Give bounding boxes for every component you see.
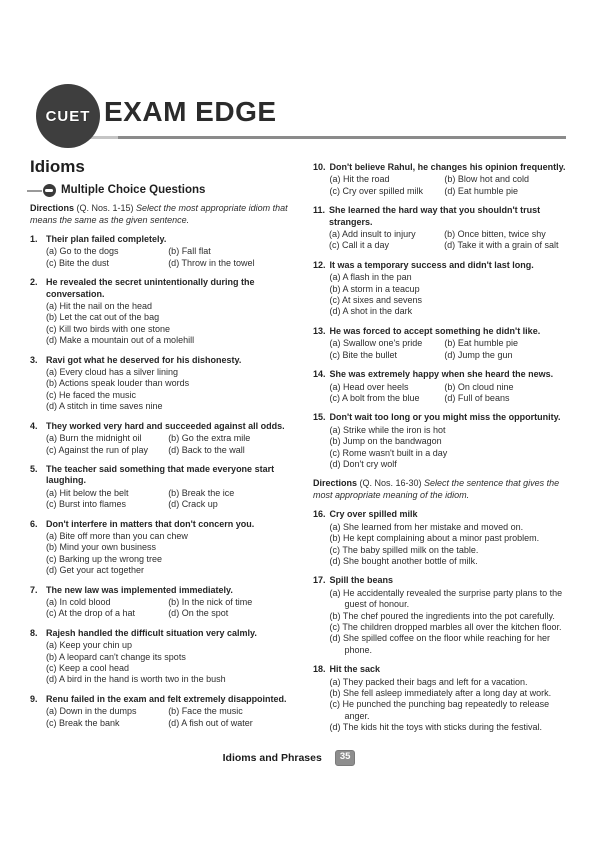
option-key: (d)	[168, 608, 182, 619]
question-text: Spill the beans	[329, 575, 394, 586]
option-b: (b) Break the ice	[168, 487, 235, 498]
option-c: (c) Burst into flames	[46, 499, 127, 510]
option-a: (a) Head over heels	[329, 381, 409, 392]
option-key: (c)	[46, 257, 59, 268]
question-options	[46, 531, 306, 577]
question-text: Don't believe Rahul, he changes his opinion frequently.	[329, 162, 566, 172]
option-d: (d) Get your act together	[46, 565, 145, 576]
option-c: (c) Kill two birds with one stone	[46, 323, 171, 334]
option-key: (a)	[46, 596, 60, 607]
option-d: (d) Make a mountain out of a molehill	[46, 335, 195, 346]
directions-text: Select the most appropriate idiom that means the same as the given sentence.	[30, 203, 288, 225]
option-key: (b)	[329, 283, 343, 294]
chapter-title: Idioms	[30, 157, 85, 176]
option-a: (a) Hit the road	[329, 174, 390, 185]
question-item	[30, 355, 306, 413]
question-text: Renu failed in the exam and felt extremely disappointed.	[46, 693, 287, 704]
option-c: (c) Cry over spilled milk	[329, 185, 424, 196]
question-options	[330, 382, 574, 405]
directions-label: Directions	[313, 478, 358, 489]
option-key: (d)	[444, 240, 458, 251]
option-a: (a) Down in the dumps	[46, 706, 137, 717]
question-text: Ravi got what he deserved for his dishonesty.	[46, 354, 242, 365]
question-number: 18.	[313, 664, 326, 675]
option-b: (b) In the nick of time	[168, 596, 253, 607]
question-body	[330, 509, 574, 567]
question-options	[330, 677, 574, 734]
option-key: (c)	[329, 447, 343, 458]
question-body	[329, 205, 574, 252]
option-key: (a)	[329, 381, 344, 392]
option-key: (c)	[329, 295, 343, 306]
question-text: He revealed the secret unintentionally during the conversation.	[46, 277, 255, 299]
arrow-bullet-icon	[43, 184, 56, 197]
option-key: (b)	[168, 596, 182, 607]
question-number: 13.	[313, 325, 326, 336]
question-number: 9.	[30, 693, 38, 704]
option-b: (b) Jump on the bandwagon	[329, 436, 442, 447]
option-c: (c) He faced the music	[46, 389, 137, 400]
option-key: (a)	[329, 272, 343, 283]
question-number: 17.	[313, 575, 326, 586]
option-d: (d) Back to the wall	[168, 444, 245, 455]
question-item	[313, 509, 574, 567]
option-c: (c) At sixes and sevens	[329, 295, 423, 306]
directions-block	[313, 478, 574, 501]
option-key: (d)	[46, 565, 60, 576]
question-options	[330, 522, 574, 568]
question-text: The new law was implemented immediately.	[46, 584, 233, 595]
option-c: (c) Rome wasn't built in a day	[329, 447, 448, 458]
option-d: (d) She spilled coffee on the floor while reaching for her phone.	[329, 633, 550, 655]
option-a: (a) Add insult to injury	[329, 229, 416, 240]
question-options	[46, 367, 306, 413]
question-options	[330, 174, 574, 197]
option-d: (d) Crack up	[168, 499, 218, 510]
option-key: (d)	[444, 185, 458, 196]
option-key: (b)	[444, 229, 458, 240]
option-a: (a) She learned from her mistake and moved on.	[329, 521, 524, 532]
option-key: (d)	[46, 335, 60, 346]
option-key: (d)	[329, 306, 343, 317]
question-text: The teacher said something that made everyone start laughing.	[46, 463, 275, 486]
option-a: (a) Keep your chin up	[46, 640, 133, 651]
option-key: (d)	[168, 257, 182, 268]
question-options	[330, 425, 574, 471]
option-key: (a)	[46, 433, 60, 444]
section-header	[27, 184, 205, 197]
option-key: (d)	[444, 392, 458, 403]
question-item	[313, 162, 574, 197]
option-c: (c) He punched the punching bag repeatedly to release anger.	[329, 699, 550, 721]
question-text: Rajesh handled the difficult situation very calmly.	[46, 627, 257, 638]
option-a: (a) Bite off more than you can chew	[46, 530, 188, 541]
option-a: (a) He accidentally revealed the surprise party plans to the guest of honour.	[329, 587, 563, 610]
directions-block	[30, 203, 306, 226]
option-key: (c)	[46, 663, 59, 673]
option-key: (b)	[329, 688, 344, 699]
option-key: (b)	[329, 533, 344, 544]
directions-text: Select the sentence that gives the most appropriate meaning of the idiom.	[313, 478, 560, 500]
option-d: (d) The kids hit the toys with sticks during the festival.	[329, 722, 542, 733]
question-body	[46, 585, 306, 620]
option-b: (b) Face the music	[168, 706, 243, 717]
question-options	[46, 433, 306, 456]
option-a: (a) In cold blood	[46, 596, 111, 607]
question-number: 2.	[30, 277, 38, 288]
question-options	[46, 640, 306, 686]
option-key: (c)	[46, 323, 59, 334]
question-options	[46, 301, 306, 347]
question-body	[330, 664, 574, 733]
page-number-badge: 35	[335, 750, 356, 766]
question-body	[46, 277, 306, 346]
question-options	[330, 588, 574, 656]
option-key: (a)	[329, 676, 343, 687]
question-number: 8.	[30, 627, 38, 638]
option-c: (c) The baby spilled milk on the table.	[329, 544, 479, 555]
option-key: (a)	[46, 301, 60, 312]
option-d: (d) A fish out of water	[168, 717, 253, 728]
page-footer	[0, 750, 578, 766]
question-options	[330, 338, 574, 361]
question-body	[330, 162, 574, 197]
option-key: (a)	[329, 338, 344, 349]
question-item	[313, 205, 574, 252]
option-key: (a)	[329, 229, 343, 240]
option-key: (d)	[329, 722, 343, 733]
question-text: It was a temporary success and didn't last long.	[329, 259, 534, 270]
cuet-logo-text: CUET	[45, 107, 91, 125]
brand-title: EXAM EDGE	[104, 96, 277, 127]
option-key: (c)	[329, 544, 343, 555]
question-body	[46, 421, 306, 456]
question-item	[313, 575, 574, 656]
option-key: (c)	[46, 608, 59, 619]
question-item	[313, 326, 574, 361]
question-number: 3.	[30, 354, 38, 365]
question-number: 16.	[313, 509, 326, 520]
question-item	[30, 277, 306, 346]
option-c: (c) Bite the bullet	[329, 349, 398, 360]
option-key: (b)	[168, 706, 182, 717]
bullet-line-icon	[27, 190, 42, 192]
left-column	[30, 203, 306, 737]
option-b: (b) Once bitten, twice shy	[444, 229, 546, 240]
option-key: (c)	[329, 349, 343, 360]
option-key: (b)	[168, 433, 182, 444]
option-d: (d) Throw in the towel	[168, 257, 255, 268]
question-text: Cry over spilled milk	[329, 509, 418, 520]
option-key: (d)	[168, 444, 182, 455]
question-body	[46, 355, 306, 413]
option-a: (a) A flash in the pan	[329, 272, 412, 283]
option-a: (a) They packed their bags and left for a vacation.	[329, 676, 528, 687]
question-number: 5.	[30, 463, 38, 474]
directions-range: (Q. Nos. 1-15)	[74, 203, 137, 213]
option-key: (c)	[46, 499, 59, 510]
option-key: (b)	[168, 246, 182, 257]
option-key: (a)	[46, 487, 60, 498]
question-text: Hit the sack	[329, 664, 381, 675]
option-key: (d)	[329, 458, 344, 469]
option-key: (a)	[46, 367, 60, 378]
arrow-dash-icon	[45, 189, 53, 192]
option-b: (b) She fell asleep immediately after a long day at work.	[329, 688, 552, 699]
question-text: Don't wait too long or you might miss the opportunity.	[329, 412, 561, 423]
option-a: (a) Burn the midnight oil	[46, 433, 142, 444]
option-key: (a)	[329, 587, 344, 598]
option-a: (a) Every cloud has a silver lining	[46, 367, 179, 378]
option-key: (d)	[444, 349, 458, 360]
option-d: (d) A stitch in time saves nine	[46, 401, 163, 412]
question-body	[330, 575, 574, 656]
question-body	[46, 234, 306, 269]
question-body	[330, 260, 574, 318]
option-key: (b)	[168, 487, 182, 498]
section-title: Multiple Choice Questions	[61, 183, 206, 196]
option-key: (a)	[46, 706, 60, 717]
directions-label: Directions	[30, 203, 75, 213]
question-options	[330, 272, 574, 318]
option-key: (c)	[46, 389, 59, 400]
option-d: (d) Eat humble pie	[444, 185, 518, 196]
question-body	[46, 628, 306, 686]
option-a: (a) Hit the nail on the head	[46, 301, 153, 312]
question-number: 10.	[313, 162, 326, 172]
option-d: (d) A bird in the hand is worth two in the bush	[46, 674, 226, 685]
question-body	[46, 694, 306, 729]
question-item	[30, 464, 306, 511]
option-c: (c) Keep a cool head	[46, 663, 130, 673]
option-key: (b)	[444, 381, 458, 392]
option-c: (c) A bolt from the blue	[329, 392, 420, 403]
option-key: (d)	[168, 717, 182, 728]
option-d: (d) On the spot	[168, 608, 229, 619]
option-d: (d) Full of beans	[444, 392, 510, 403]
option-key: (b)	[46, 312, 60, 323]
option-b: (b) He kept complaining about a minor past problem.	[329, 533, 540, 544]
option-key: (b)	[329, 436, 344, 447]
question-options	[46, 597, 306, 620]
option-key: (c)	[46, 553, 59, 564]
option-a: (a) Go to the dogs	[46, 246, 119, 257]
option-key: (a)	[329, 174, 344, 185]
question-item	[30, 421, 306, 456]
option-b: (b) The chef poured the ingredients into the pot carefully.	[329, 610, 555, 621]
option-b: (b) A storm in a teacup	[329, 283, 420, 294]
directions-range: (Q. Nos. 16-30)	[357, 478, 425, 489]
option-c: (c) Call it a day	[329, 240, 390, 251]
option-c: (c) The children dropped marbles all over the kitchen floor.	[329, 622, 562, 632]
option-d: (d) Jump the gun	[444, 349, 513, 360]
option-key: (c)	[46, 717, 59, 728]
cuet-logo-circle	[36, 84, 100, 148]
option-key: (c)	[329, 392, 343, 403]
option-b: (b) Actions speak louder than words	[46, 378, 190, 389]
question-options	[329, 229, 574, 252]
question-options	[46, 246, 306, 269]
header-rule-dark	[118, 136, 566, 139]
question-text: She learned the hard way that you shouldn't trust strangers.	[329, 205, 541, 227]
question-number: 14.	[313, 369, 326, 380]
option-b: (b) A leopard can't change its spots	[46, 651, 186, 662]
option-a: (a) Swallow one's pride	[329, 338, 423, 349]
option-c: (c) Break the bank	[46, 717, 120, 728]
question-item	[30, 234, 306, 269]
question-number: 11.	[313, 205, 326, 216]
question-body	[46, 519, 306, 577]
question-number: 4.	[30, 420, 38, 431]
option-b: (b) Fall flat	[168, 246, 211, 257]
option-key: (c)	[329, 699, 343, 710]
question-item	[313, 260, 574, 318]
question-number: 1.	[30, 234, 38, 244]
question-body	[330, 326, 574, 361]
option-d: (d) Take it with a grain of salt	[444, 240, 559, 251]
option-key: (a)	[329, 424, 344, 435]
option-key: (b)	[444, 174, 458, 185]
option-b: (b) Go the extra mile	[168, 433, 251, 444]
option-key: (b)	[46, 542, 60, 553]
question-text: She was extremely happy when she heard the news.	[329, 369, 554, 380]
right-column	[313, 162, 574, 742]
option-key: (b)	[329, 610, 343, 621]
option-b: (b) Blow hot and cold	[444, 174, 529, 185]
option-key: (d)	[46, 401, 60, 412]
option-key: (a)	[329, 521, 344, 532]
option-c: (c) At the drop of a hat	[46, 608, 136, 619]
question-item	[313, 369, 574, 404]
option-key: (d)	[329, 555, 344, 566]
option-a: (a) Strike while the iron is hot	[329, 424, 446, 435]
question-item	[30, 585, 306, 620]
question-item	[313, 664, 574, 733]
option-key: (b)	[444, 338, 458, 349]
option-key: (b)	[46, 378, 60, 389]
question-number: 7.	[30, 584, 38, 595]
question-text: He was forced to accept something he didn't like.	[329, 325, 541, 336]
question-number: 12.	[313, 259, 326, 270]
question-item	[30, 519, 306, 577]
option-key: (d)	[46, 674, 60, 685]
question-text: Their plan failed completely.	[46, 234, 167, 244]
option-d: (d) A shot in the dark	[329, 306, 413, 317]
question-text: They worked very hard and succeeded against all odds.	[46, 420, 285, 431]
option-key: (c)	[329, 185, 343, 196]
option-key: (a)	[46, 246, 60, 257]
question-number: 6.	[30, 518, 38, 529]
question-item	[30, 694, 306, 729]
option-key: (a)	[46, 640, 60, 651]
option-key: (b)	[46, 651, 60, 662]
question-text: Don't interfere in matters that don't concern you.	[46, 518, 255, 529]
question-options	[46, 706, 306, 729]
question-item	[30, 628, 306, 686]
option-key: (d)	[329, 633, 344, 644]
option-d: (d) Don't cry wolf	[329, 458, 397, 469]
question-body	[330, 412, 574, 470]
question-body	[330, 369, 574, 404]
option-key: (c)	[329, 622, 343, 632]
question-number: 15.	[313, 412, 326, 423]
option-key: (d)	[168, 499, 182, 510]
option-key: (a)	[46, 530, 60, 541]
option-c: (c) Against the run of play	[46, 444, 149, 455]
footer-label: Idioms and Phrases	[222, 751, 322, 764]
option-c: (c) Bite the dust	[46, 257, 110, 268]
question-body	[46, 464, 306, 511]
option-a: (a) Hit below the belt	[46, 487, 129, 498]
question-options	[46, 488, 306, 511]
option-key: (c)	[329, 240, 343, 251]
option-d: (d) She bought another bottle of milk.	[329, 555, 478, 566]
question-item	[313, 412, 574, 470]
option-b: (b) On cloud nine	[444, 381, 514, 392]
option-key: (c)	[46, 444, 59, 455]
option-b: (b) Eat humble pie	[444, 338, 518, 349]
option-c: (c) Barking up the wrong tree	[46, 553, 163, 564]
option-b: (b) Let the cat out of the bag	[46, 312, 160, 323]
option-b: (b) Mind your own business	[46, 542, 157, 553]
